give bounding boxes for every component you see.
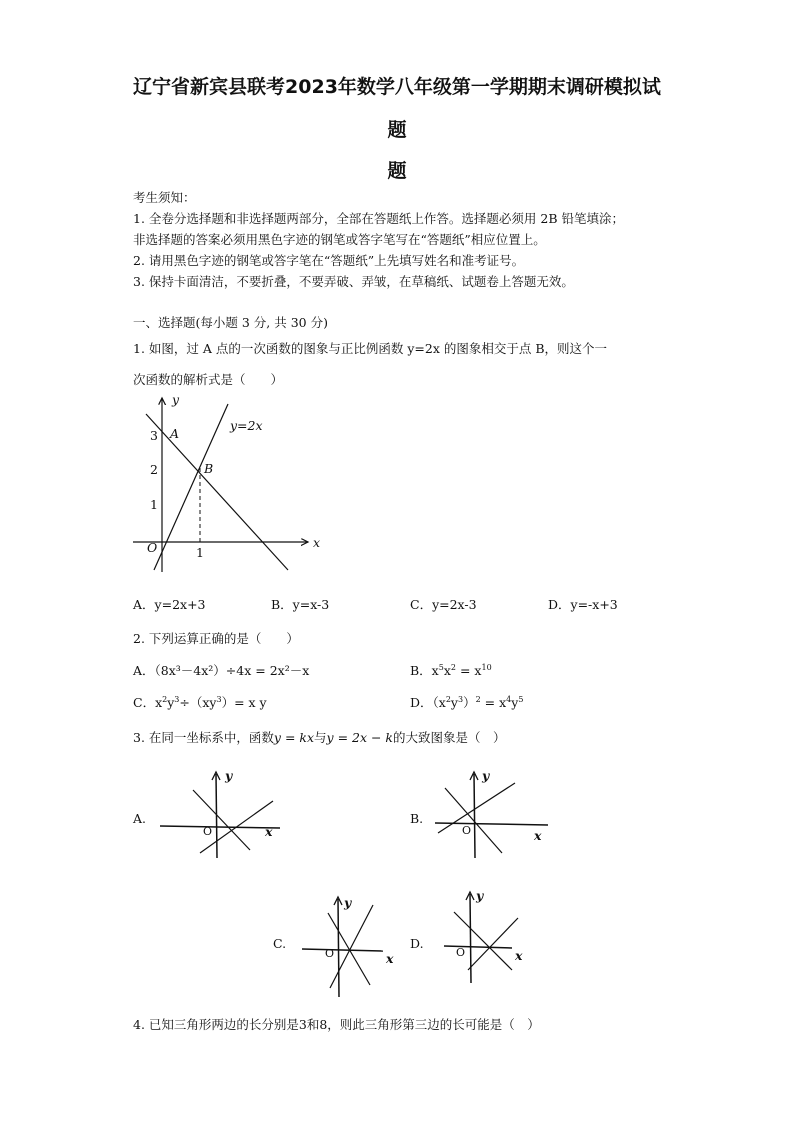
q3-func-2: y = 2x − k	[326, 730, 394, 745]
q3-label-a: A.	[133, 811, 147, 826]
q2-d-exp: 4	[506, 694, 512, 704]
q3-label-c: C.	[273, 936, 287, 951]
q2-c-exp: 3	[174, 694, 180, 704]
notice-item-1b: 非选择题的答案必须用黑色字迹的钢笔或答字笔写在“答题纸”相应位置上。	[133, 232, 546, 247]
q2-d-exp: 2	[445, 694, 451, 704]
q2-c-exp: 2	[162, 694, 168, 704]
q3-a-y: y	[225, 768, 233, 783]
q3-label-d: D.	[410, 936, 424, 951]
q3-stem-mid: 与	[314, 730, 327, 745]
notice-heading: 考生须知：	[133, 190, 196, 205]
q1-option-a: A．y=2x+3	[133, 597, 206, 612]
title-line-3: 题	[387, 160, 407, 182]
q3-graph-d	[440, 888, 540, 988]
q1-tick-2: 2	[150, 462, 158, 477]
q1-x-label: x	[313, 535, 321, 550]
q2-option-d	[410, 693, 523, 711]
q3-stem-post: 的大致图象是（ ）	[393, 730, 506, 745]
q1-line-y2x	[154, 404, 228, 570]
q1-point-a: A	[170, 426, 180, 441]
q3-d-x: x	[515, 948, 523, 963]
title-line-2: 题	[387, 119, 407, 141]
q2-stem: 2. 下列运算正确的是（ ）	[133, 631, 299, 646]
q3-c-x: x	[386, 951, 394, 966]
notice-item-3: 3. 保持卡面清洁，不要折叠，不要弄破、弄皱，在草稿纸、试题卷上答题无效。	[133, 274, 574, 289]
q1-graph	[128, 392, 328, 577]
q1-tick-1y: 1	[150, 497, 158, 512]
q3-graph-a-svg	[155, 768, 285, 863]
q1-graph-svg	[128, 392, 328, 577]
q1-stem-line-2: 次函数的解析式是（ ）	[133, 372, 284, 387]
q3-c-o: O	[325, 947, 335, 960]
q1-option-c: C．y=2x-3	[410, 597, 477, 612]
q2-option-a: A．（8x³－4x²）÷4x = 2x²－x	[133, 663, 310, 678]
q3-label-b: B.	[410, 811, 424, 826]
q3-b-y: y	[482, 768, 490, 783]
q1-origin: O	[147, 540, 158, 555]
title-line-1: 辽宁省新宾县联考2023年数学八年级第一学期期末调研模拟试	[133, 76, 661, 98]
q1-stem-line-1: 1. 如图，过 A 点的一次函数的图象与正比例函数 y=2x 的图象相交于点 B，则这个一	[133, 341, 608, 356]
section-1-heading: 一、选择题(每小题 3 分, 共 30 分)	[133, 315, 328, 330]
q3-c-y: y	[344, 895, 352, 910]
q2-d-part: y	[450, 695, 458, 710]
q2-d-exp: 3	[457, 694, 464, 704]
q2-d-part: y	[511, 695, 519, 710]
q2-d-part: = x	[480, 695, 507, 710]
q2-c-part: y	[167, 695, 175, 710]
q2-d-part: ）	[463, 695, 476, 710]
q2-b-part: B．x	[410, 663, 439, 678]
q1-point-b: B	[204, 461, 214, 476]
q3-stem	[133, 728, 506, 746]
q1-tick-3: 3	[150, 428, 158, 443]
q2-c-part: C．x	[133, 695, 163, 710]
q3-graph-d-svg	[440, 888, 540, 988]
q3-d-y: y	[476, 888, 484, 903]
q3-b-x: x	[534, 828, 542, 843]
q3-func-1: y = kx	[273, 730, 315, 745]
q1-option-d: D．y=-x+3	[548, 597, 618, 612]
q2-b-exp: 10	[481, 662, 492, 672]
q3-graph-a	[155, 768, 285, 863]
q2-option-b	[410, 661, 492, 679]
q3-a-x: x	[265, 824, 273, 839]
q3-graph-c	[298, 893, 408, 1001]
q2-b-exp: 2	[450, 662, 456, 672]
notice-item-1: 1. 全卷分选择题和非选择题两部分，全部在答题纸上作答。选择题必须用 2B 铅笔填涂；	[133, 211, 624, 226]
q2-d-exp: 2	[475, 694, 481, 704]
q1-option-b: B．y=x-3	[271, 597, 330, 612]
q4-stem: 4. 已知三角形两边的长分别是3和8，则此三角形第三边的长可能是（ ）	[133, 1017, 540, 1032]
q2-b-part: x	[443, 663, 451, 678]
q2-b-part: = x	[456, 663, 482, 678]
q2-option-c	[133, 693, 267, 711]
q3-b-o: O	[462, 824, 472, 837]
q1-y-label: y	[172, 392, 180, 407]
q3-graph-c-svg	[298, 893, 408, 1001]
q1-tick-1x: 1	[196, 545, 204, 560]
q3-d-o: O	[456, 946, 466, 959]
q3-a-o: O	[203, 825, 213, 838]
q2-d-part: D．（x	[410, 695, 446, 710]
q3-graph-b-svg	[430, 768, 560, 863]
q3-graph-b	[430, 768, 560, 863]
q2-d-exp: 5	[518, 694, 524, 704]
q2-b-exp: 5	[438, 662, 444, 672]
notice-item-2: 2. 请用黑色字迹的钢笔或答字笔在“答题纸”上先填写姓名和准考证号。	[133, 253, 525, 268]
q2-c-exp: 3	[216, 694, 222, 704]
q3-stem-pre: 3. 在同一坐标系中，函数	[133, 730, 274, 745]
q1-line-label: y=2x	[230, 418, 263, 433]
q1-line-ab	[146, 414, 288, 570]
q2-c-part: ）= x y	[221, 695, 267, 710]
q2-c-part: ÷（xy	[179, 695, 217, 710]
